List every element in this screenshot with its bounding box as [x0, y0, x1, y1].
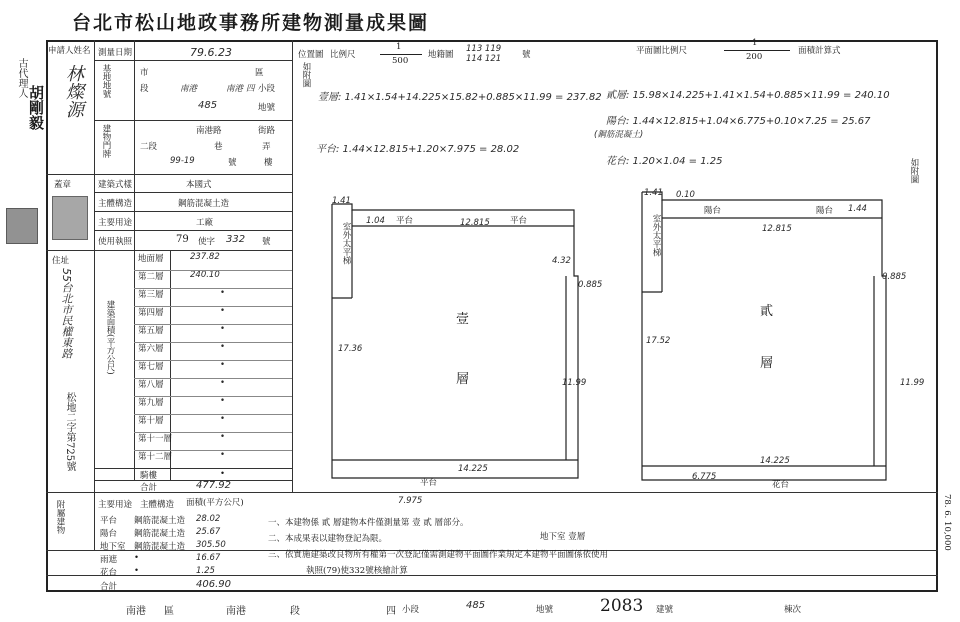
plan1-right-small: 0.885: [578, 280, 603, 290]
license-mid: 使字: [198, 237, 216, 247]
floor-row-value: •: [220, 432, 226, 442]
subtotal-label: 騎樓: [140, 471, 158, 481]
floor-row-name: 第五層: [138, 326, 164, 336]
building-address-label: 建物門牌: [101, 124, 111, 158]
land-subsection-label: 小段: [258, 84, 276, 94]
applicant-label: 申請人姓名: [48, 46, 91, 56]
attached-row-area: 25.67: [196, 527, 221, 537]
plan2-right-small: 0.885: [882, 272, 907, 282]
note-3: 三、依實施建築改良物所有權第一次登記僅需測建物平面圖作業規定本建物平面圖係依使用: [268, 550, 609, 560]
plan2-floor-b: 層: [760, 356, 774, 371]
floor-row-name: 第四層: [138, 308, 164, 318]
see-attached-2: 如附圖: [909, 158, 919, 184]
footer-land-label: 地號: [536, 605, 554, 615]
land-section: 南港: [226, 84, 244, 94]
floor-row-value: 237.82: [190, 252, 220, 262]
agent-name: 胡剛毅: [27, 85, 45, 130]
floor-row-value: •: [220, 378, 226, 388]
land-subsection: 四: [246, 84, 255, 94]
plan1-top-right: 4.32: [552, 256, 571, 266]
plan2-corner: 1.41: [644, 188, 663, 198]
floor-plans: [292, 180, 938, 492]
agent-seal: [6, 208, 38, 244]
address-section: 二段: [140, 142, 158, 152]
style-label: 建築式樣: [98, 180, 133, 190]
residence-label: 住址: [52, 256, 70, 266]
plan2-top-dim: 12.815: [762, 224, 792, 234]
ratio-den: 500: [392, 56, 409, 66]
floor-row-value: •: [220, 288, 226, 298]
basement-note: 地下室 壹層: [540, 532, 586, 542]
style-value: 本國式: [186, 180, 212, 190]
footer-subsection: 四: [386, 606, 396, 617]
plan1-bottom-outer: 7.975: [398, 496, 423, 506]
footer-section: 南港: [226, 606, 246, 617]
license-line: 執照(79)使332號核繪計算: [306, 566, 408, 576]
attached-header-use: 主要用途: [98, 500, 133, 510]
ratio-label: 比例尺: [330, 50, 356, 60]
footer-building-no: 2083: [600, 596, 644, 616]
plan1-stair-label: 室外太平梯: [341, 222, 351, 265]
attached-row-use: 花台: [100, 568, 118, 578]
use-label: 主要用途: [98, 218, 133, 228]
floor-row-value: •: [220, 414, 226, 424]
page-title: 台北市松山地政事務所建物測量成果圖: [72, 12, 430, 34]
floor-row-value: •: [220, 450, 226, 460]
address-alley-label: 弄: [262, 142, 271, 152]
land-section-label: 段: [140, 84, 149, 94]
plan1-platform-label: 平台: [396, 216, 414, 226]
address-number: 99-19: [170, 156, 195, 166]
ratio-num: 1: [396, 42, 402, 52]
floor-row-name: 第十層: [138, 416, 164, 426]
footer-district: 南港: [126, 606, 146, 617]
plan2-bottom-dim: 14.225: [760, 456, 790, 466]
attached-row-use: 平台: [100, 516, 118, 526]
attached-header-structure: 主體構造: [140, 500, 175, 510]
plan1-corner2: 1.04: [366, 216, 385, 226]
attached-row-structure: •: [134, 553, 140, 563]
address-road: 南港路: [196, 126, 222, 136]
footer-extra-label: 棟次: [784, 605, 802, 615]
plan2-bottom-left: 6.775: [692, 472, 717, 482]
survey-date-label: 測量日期: [98, 48, 133, 58]
plan1-corner: 1.41: [332, 196, 351, 206]
note-2: 二、本成果表以建物登記為限。: [268, 534, 388, 544]
use-value: 工廠: [196, 218, 214, 228]
floor-row-value: 240.10: [190, 270, 220, 280]
license-no: 79: [176, 234, 189, 245]
footer-section-label: 段: [290, 606, 300, 617]
plan1-floor-a: 壹: [456, 312, 470, 327]
floor-row-value: •: [220, 306, 226, 316]
total-label: 合計: [140, 483, 158, 493]
calc-platform: 平台: 1.44×12.815+1.20×7.975 = 28.02: [316, 144, 520, 155]
license-num: 332: [226, 234, 246, 245]
land-district: 南港: [180, 84, 198, 94]
attached-row-structure: 鋼筋混凝土造: [134, 516, 186, 526]
total-value: 477.92: [196, 480, 231, 491]
floor-row-value: •: [220, 396, 226, 406]
floor-row-name: 第三層: [138, 290, 164, 300]
footer-district-label: 區: [164, 606, 174, 617]
footer-subsection-label: 小段: [402, 605, 420, 615]
applicant-name: 林燦源: [63, 64, 84, 118]
attached-row-area: 305.50: [196, 540, 226, 550]
floor-row-value: •: [220, 324, 226, 334]
plan1-left-dim: 17.36: [338, 344, 363, 354]
floors-label: 建築面積(平方公尺): [105, 300, 115, 375]
floor-row-name: 第七層: [138, 362, 164, 372]
land-number-label: 基地地號: [101, 64, 111, 98]
plan-ratio-num: 1: [752, 38, 758, 48]
plan2-left-dim: 17.52: [646, 336, 671, 346]
land-district-label: 區: [255, 68, 264, 78]
plan2-right-dim: 11.99: [900, 378, 925, 388]
plan2-balcony-label: 陽台: [704, 206, 722, 216]
license-suffix: 號: [262, 237, 271, 247]
address-lane-label: 巷: [214, 142, 223, 152]
plan2-floor-a: 貳: [760, 304, 774, 319]
map-label: 地籍圖: [428, 50, 454, 60]
floor-row-value: •: [220, 342, 226, 352]
attached-row-structure: 鋼筋混凝土造: [134, 529, 186, 539]
license-label: 使用執照: [98, 237, 133, 247]
plan1-platform-label2: 平台: [510, 216, 528, 226]
location-label: 位置圖: [298, 50, 324, 60]
seal-stamp: [52, 196, 88, 240]
floor-row-value: •: [220, 360, 226, 370]
seal-label: 蓋章: [54, 180, 72, 190]
plan2-flower-label: 花台: [772, 480, 790, 490]
floor-row-name: 第六層: [138, 344, 164, 354]
floor-row-name: 第十一層: [138, 434, 173, 444]
land-city-label: 市: [140, 68, 149, 78]
attached-row-use: 陽台: [100, 529, 118, 539]
attached-header-area: 面積(平方公尺): [186, 498, 244, 508]
floor-row-name: 地面層: [138, 254, 164, 264]
plan1-right-dim: 11.99: [562, 378, 587, 388]
subtotal-value: •: [220, 469, 226, 479]
sheet-label: 號: [522, 50, 531, 60]
address-road-unit: 街路: [258, 126, 276, 136]
calc-flower: 花台: 1.20×1.04 = 1.25: [606, 156, 723, 167]
calc-second: 貳層: 15.98×14.225+1.41×1.54+0.885×11.99 = 240.10: [606, 90, 890, 101]
attached-row-area: 16.67: [196, 553, 221, 563]
attached-row-structure: 鋼筋混凝土造: [134, 542, 186, 552]
land-number-suffix: 地號: [258, 103, 276, 113]
attached-side-label: 附屬建物: [55, 500, 65, 534]
agent-label: 古代理人: [16, 58, 27, 98]
attached-row-use: 地下室: [100, 542, 126, 552]
address-floor-label: 樓: [264, 158, 273, 168]
plan-ratio-den: 200: [746, 52, 763, 62]
attached-row-area: 28.02: [196, 514, 221, 524]
address-number-label: 號: [228, 158, 237, 168]
side-code: 78. 6. 10,000: [942, 494, 952, 551]
attached-row-area: 1.25: [196, 566, 215, 576]
structure-value: 鋼筋混凝土造: [178, 199, 230, 209]
calc-ground: 壹層: 1.41×1.54+14.225×15.82+0.885×11.99 = 237.82: [318, 92, 602, 103]
see-attached-1: 如附圖: [301, 62, 311, 88]
structure-label: 主體構造: [98, 199, 133, 209]
plan2-corner2: 0.10: [676, 190, 695, 200]
stamp-text: 松地二字第725號: [64, 392, 75, 472]
calc-balcony: 陽台: 1.44×12.815+1.04×6.775+0.10×7.25 = 25.67: [606, 116, 871, 127]
plan1-top-dim: 12.815: [460, 218, 490, 228]
survey-date-value: 79.6.23: [190, 46, 232, 59]
calc-note-label: (鋼筋混凝土): [594, 130, 644, 140]
attached-total-label: 合計: [100, 582, 118, 592]
note-1: 一、本建物係 貳 層建物本件僅測量第 壹 貳 層部分。: [268, 518, 469, 528]
plan-scale-label: 平面圖比例尺: [636, 46, 688, 56]
residence-text: 55台北市民權東路: [60, 268, 73, 359]
plan2-stair-label: 室外太平梯: [651, 214, 661, 257]
floor-row-name: 第二層: [138, 272, 164, 282]
floor-row-name: 第十二層: [138, 452, 173, 462]
plan1-floor-b: 層: [456, 372, 470, 387]
calc-label: 面積計算式: [798, 46, 841, 56]
plan2-balcony-label2: 陽台: [816, 206, 834, 216]
attached-row-use: 雨遮: [100, 555, 118, 565]
plan1-bottom-platform: 平台: [420, 478, 438, 488]
floor-row-name: 第九層: [138, 398, 164, 408]
attached-total-value: 406.90: [196, 579, 231, 590]
land-number-value: 485: [198, 100, 218, 111]
plan2-top-right: 1.44: [848, 204, 867, 214]
plan1-bottom-dim: 14.225: [458, 464, 488, 474]
attached-row-structure: •: [134, 566, 140, 576]
map-sheets: 113 119 114 121: [466, 44, 502, 64]
footer-building-label: 建號: [656, 605, 674, 615]
floor-row-name: 第八層: [138, 380, 164, 390]
footer-land-no: 485: [466, 600, 486, 611]
